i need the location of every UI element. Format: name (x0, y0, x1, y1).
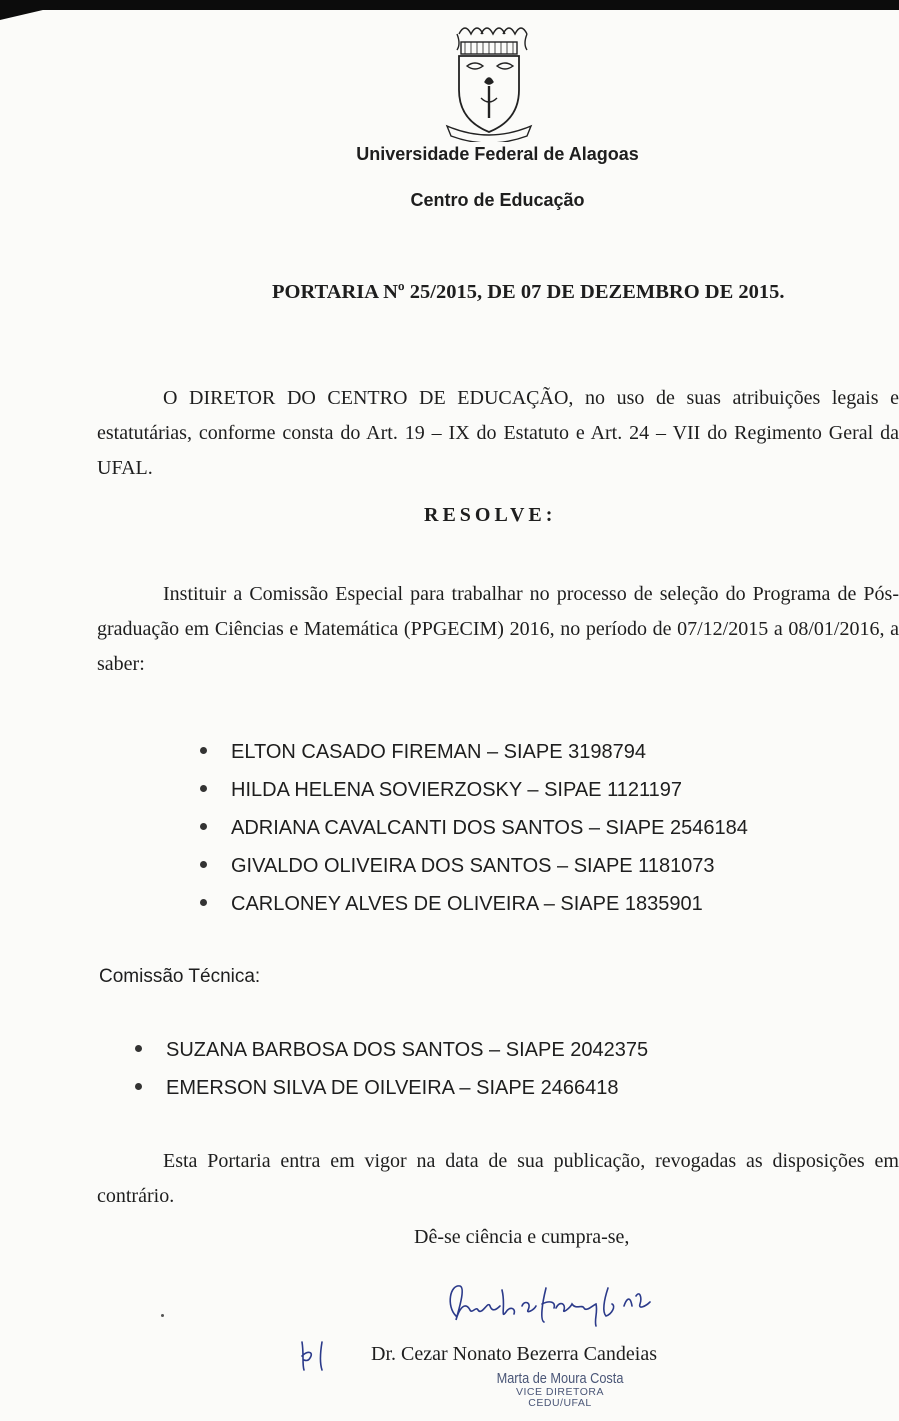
bullet-icon (135, 1045, 142, 1052)
stamp-unit: CEDU/UFAL (528, 1397, 592, 1409)
technical-commission-list (135, 1036, 648, 1112)
bullet-icon (200, 823, 207, 830)
member-item: GIVALDO OLIVEIRA DOS SANTOS – SIAPE 1181073 (200, 852, 748, 890)
closing-text: Esta Portaria entra em vigor na data de sua publicação, revogadas as disposições em contrário. (97, 1150, 899, 1207)
scan-top-edge (0, 0, 899, 10)
ciencia-line: Dê-se ciência e cumpra-se, (414, 1226, 630, 1248)
bullet-icon (200, 899, 207, 906)
intro-paragraph (97, 381, 899, 486)
scan-speck (161, 1314, 164, 1317)
handwritten-initials (294, 1336, 338, 1374)
ufal-seal-icon (441, 20, 537, 142)
bullet-icon (200, 747, 207, 754)
member-item: CARLONEY ALVES DE OLIVEIRA – SIAPE 1835901 (200, 890, 748, 928)
bullet-icon (200, 785, 207, 792)
handwritten-signature (436, 1276, 706, 1334)
tech-member-item: EMERSON SILVA DE OILVEIRA – SIAPE 2466418 (135, 1074, 648, 1112)
closing-paragraph (97, 1144, 899, 1214)
member-item: ELTON CASADO FIREMAN – SIAPE 3198794 (200, 738, 748, 776)
body-paragraph (97, 577, 899, 682)
technical-commission-label: Comissão Técnica: (99, 966, 261, 987)
bullet-icon (200, 861, 207, 868)
member-item: HILDA HELENA SOVIERZOSKY – SIPAE 1121197 (200, 776, 748, 814)
intro-text: O DIRETOR DO CENTRO DE EDUCAÇÃO, no uso de suas atribuições legais e estatutárias, conforme consta do Art. 19 – IX do Estatuto e Art. 24 – VII do Regimento Geral da UFAL. (97, 387, 899, 479)
commission-members-list (200, 738, 748, 928)
stamp-name: Marta de Moura Costa (496, 1370, 624, 1387)
portaria-title: PORTARIA Nº 25/2015, DE 07 DE DEZEMBRO DE 2015. (272, 281, 785, 303)
center-name: Centro de Educação (410, 190, 585, 210)
bullet-icon (135, 1083, 142, 1090)
page-corner-fold (0, 6, 60, 20)
tech-member-item: SUZANA BARBOSA DOS SANTOS – SIAPE 2042375 (135, 1036, 648, 1074)
stamp-role: VICE DIRETORA (516, 1386, 604, 1398)
member-item: ADRIANA CAVALCANTI DOS SANTOS – SIAPE 2546184 (200, 814, 748, 852)
signer-name: Dr. Cezar Nonato Bezerra Candeias (371, 1343, 657, 1365)
official-stamp (480, 1370, 640, 1409)
university-name: Universidade Federal de Alagoas (356, 144, 639, 164)
resolve-heading: RESOLVE: (424, 504, 557, 526)
body-text: Instituir a Comissão Especial para trabalhar no processo de seleção do Programa de Pós-graduação em Ciências e Matemática (PPGECIM) 2016, no período de 07/12/2015 a 08/01/2016, a saber: (97, 583, 899, 675)
